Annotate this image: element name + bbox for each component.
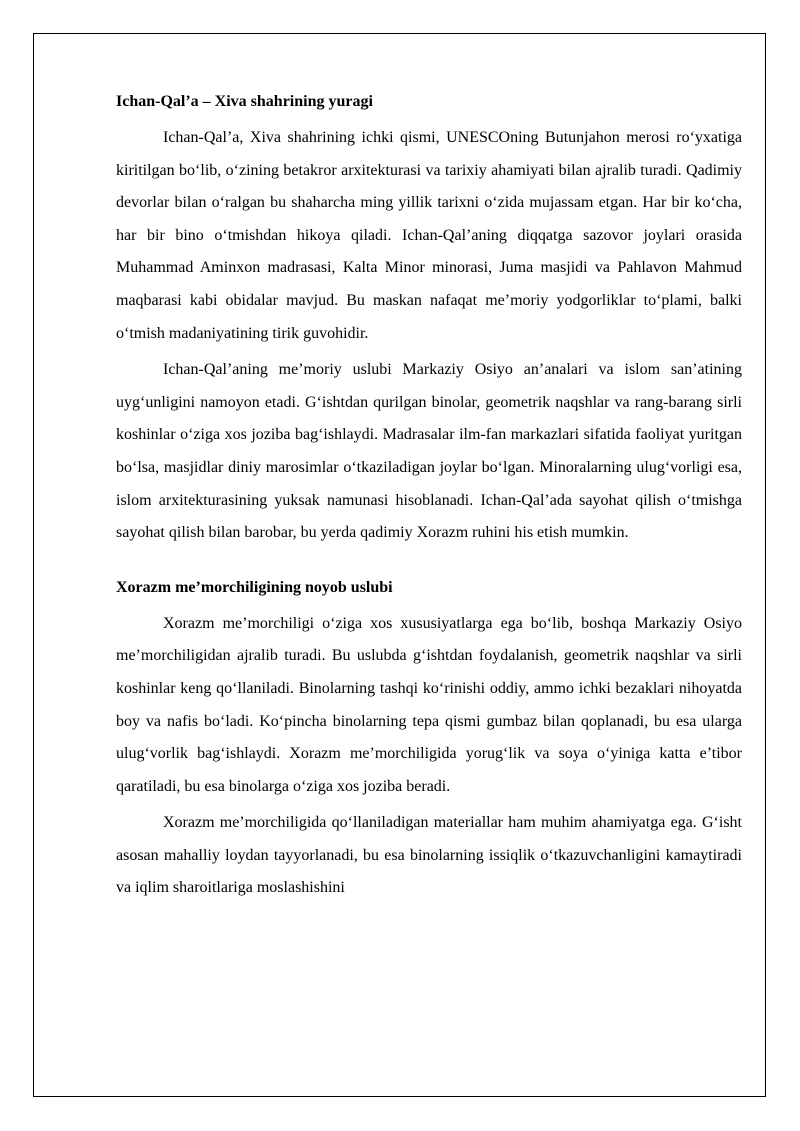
document-body: [116, 86, 742, 905]
section-heading-xorazm: Xorazm me’morchiligining noyob uslubi: [116, 578, 393, 596]
paragraph-ichan-qala-architecture: Ichan-Qal’aning me’moriy uslubi Markaziy Osiyo an’analari va islom san’atining uyg‘unligini namoyon etadi. G‘ishtdan qurilgan binolar, geometrik naqshlar va rang-barang sirli koshinlar o‘ziga xos joziba bag‘ishlaydi. Madrasalar ilm-fan markazlari sifatida faoliyat yuritgan bo‘lsa, masjidlar diniy marosimlar o‘tkaziladigan joylar bo‘lgan. Minoralarning ulug‘vorligi esa, islom arxitekturasining yuksak namunasi hisoblanadi. Ichan-Qal’ada sayohat qilish o‘tmishga sayohat qilish bilan barobar, bu yerda qadimiy Xorazm ruhini his etish mumkin.: [116, 361, 742, 542]
paragraph-xorazm-style: Xorazm me’morchiligi o‘ziga xos xususiyatlarga ega bo‘lib, boshqa Markaziy Osiyo me’morchiligidan ajralib turadi. Bu uslubda g‘ishtdan foydalanish, geometrik naqshlar va sirli koshinlar keng qo‘llaniladi. Binolarning tashqi ko‘rinishi oddiy, ammo ichki bezaklari nihoyatda boy va nafis bo‘ladi. Ko‘pincha binolarning tepa qismi gumbaz bilan qoplanadi, bu esa ularga ulug‘vorlik bag‘ishlaydi. Xorazm me’morchiligida yorug‘lik va soya o‘yiniga katta e’tibor qaratiladi, bu esa binolarga o‘ziga xos joziba beradi.: [116, 614, 742, 795]
paragraph-xorazm-materials: Xorazm me’morchiligida qo‘llaniladigan materiallar ham muhim ahamiyatga ega. G‘isht asosan mahalliy loydan tayyorlanadi, bu esa binolarning issiqlik o‘tkazuvchanligini kamaytiradi va iqlim sharoitlariga moslashishini: [116, 814, 742, 897]
paragraph-ichan-qala-intro: Ichan-Qal’a, Xiva shahrining ichki qismi, UNESCOning Butunjahon merosi ro‘yxatiga kiritilgan bo‘lib, o‘zining betakror arxitekturasi va tarixiy ahamiyati bilan ajralib turadi. Qadimiy devorlar bilan o‘ralgan bu shaharcha ming yillik tarixni o‘zida mujassam etgan. Har bir ko‘cha, har bir bino o‘tmishdan hikoya qiladi. Ichan-Qal’aning diqqatga sazovor joylari orasida Muhammad Aminxon madrasasi, Kalta Minor minorasi, Juma masjidi va Pahlavon Mahmud maqbarasi kabi obidalar mavjud. Bu maskan nafaqat me’moriy yodgorliklar to‘plami, balki o‘tmish madaniyatining tirik guvohidir.: [116, 129, 742, 342]
section-heading-ichan-qala: Ichan-Qal’a – Xiva shahrining yuragi: [116, 93, 373, 110]
